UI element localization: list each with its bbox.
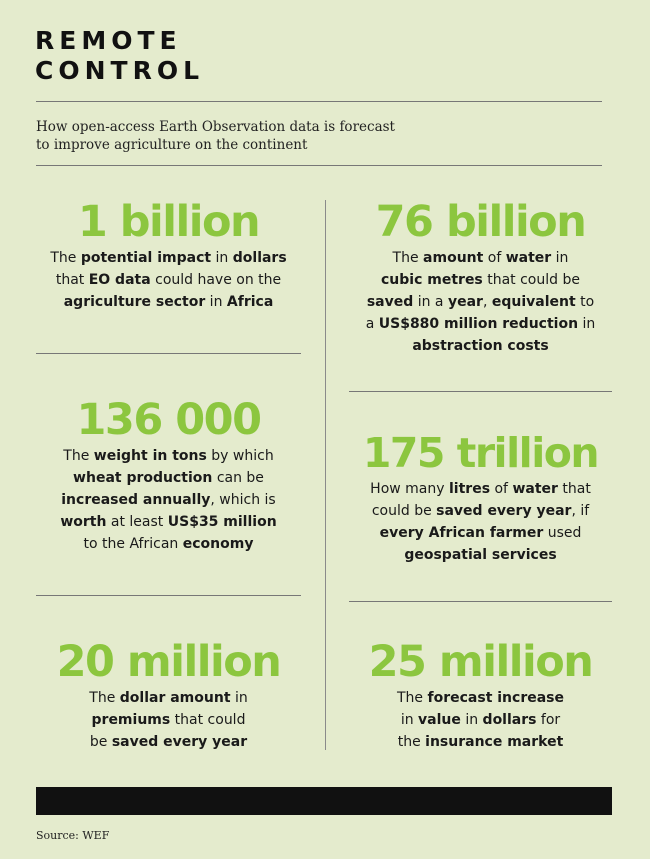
emphasis-text: dollars [232, 250, 287, 266]
body-text: could be [371, 503, 437, 519]
subtitle-line-1: How open-access Earth Observation data is forecast [36, 119, 395, 135]
body-text: How many [370, 481, 449, 497]
emphasis-text: every African farmer [379, 525, 544, 541]
stat-description-line [349, 291, 612, 313]
emphasis-text: saved [366, 294, 414, 310]
stat-value: 20 million [56, 637, 281, 687]
body-text: The [392, 250, 424, 266]
stat-block [349, 196, 612, 357]
body-text: in [211, 250, 233, 266]
stat-value: 25 million [368, 637, 593, 687]
body-text: for [536, 712, 561, 728]
stat-description-line [349, 687, 612, 709]
divider-right-2 [349, 601, 612, 602]
stat-description-line [349, 478, 612, 500]
emphasis-text: amount [423, 250, 484, 266]
source-note: Source: WEF [36, 829, 110, 842]
stat-description-line [36, 467, 301, 489]
body-text: , which is [210, 492, 276, 508]
divider-top [36, 101, 602, 102]
body-text: in a [413, 294, 448, 310]
body-text: of [490, 481, 513, 497]
body-text: could have on the [150, 272, 282, 288]
subtitle [36, 118, 556, 154]
stat-description-line [349, 731, 612, 753]
body-text: that could be [482, 272, 580, 288]
stat-description [349, 247, 612, 357]
stat-description [36, 687, 301, 753]
emphasis-text: saved every year [436, 503, 572, 519]
emphasis-text: worth [60, 514, 107, 530]
body-text: at least [106, 514, 168, 530]
emphasis-text: weight in tons [93, 448, 207, 464]
stat-block [36, 636, 301, 753]
body-text: to [575, 294, 595, 310]
stat-description [349, 687, 612, 753]
body-text: be [89, 734, 112, 750]
stat-description-line [349, 522, 612, 544]
stat-description [36, 247, 301, 313]
body-text: by which [206, 448, 274, 464]
body-text: in [205, 294, 227, 310]
emphasis-text: saved every year [111, 734, 248, 750]
divider-subtitle [36, 165, 602, 166]
body-text: , if [571, 503, 590, 519]
title-line-1: REMOTE [35, 26, 182, 55]
stat-description-line [36, 269, 301, 291]
divider-left-1 [36, 353, 301, 354]
stat-description-line [36, 687, 301, 709]
emphasis-text: agriculture sector [63, 294, 206, 310]
body-text: in [578, 316, 596, 332]
stat-description-line [36, 291, 301, 313]
body-text: in [400, 712, 419, 728]
body-text: used [543, 525, 582, 541]
emphasis-text: abstraction costs [412, 338, 549, 354]
body-text: in [230, 690, 248, 706]
stat-block [36, 196, 301, 313]
stat-description-line [349, 313, 612, 335]
body-text: can be [212, 470, 264, 486]
emphasis-text: water [512, 481, 558, 497]
body-text: that [55, 272, 89, 288]
body-text: The [397, 690, 428, 706]
stat-description-line [349, 335, 612, 357]
body-text: a [365, 316, 379, 332]
stat-value: 1 billion [77, 197, 260, 247]
emphasis-text: year [447, 294, 483, 310]
emphasis-text: litres [449, 481, 491, 497]
subtitle-line-2: to improve agriculture on the continent [36, 137, 308, 153]
emphasis-text: equivalent [491, 294, 576, 310]
stat-value: 175 trillion [362, 429, 599, 477]
body-text: of [483, 250, 506, 266]
stat-description-line [349, 269, 612, 291]
stat-description-line [349, 709, 612, 731]
emphasis-text: value [418, 712, 461, 728]
stat-description-line [349, 247, 612, 269]
body-text: that could [170, 712, 246, 728]
emphasis-text: economy [182, 536, 254, 552]
stat-description-line [36, 247, 301, 269]
body-text: , [482, 294, 492, 310]
footer-bar [36, 787, 612, 815]
emphasis-text: US$35 million [167, 514, 277, 530]
stat-value: 136 000 [76, 395, 261, 445]
stat-description-line [36, 709, 301, 731]
stat-block [349, 427, 612, 566]
body-text: to the African [83, 536, 183, 552]
stat-block [36, 394, 301, 555]
body-text: The [89, 690, 120, 706]
emphasis-text: US$880 million reduction [378, 316, 579, 332]
body-text: The [50, 250, 81, 266]
divider-right-1 [349, 391, 612, 392]
stat-description [36, 445, 301, 555]
emphasis-text: geospatial services [404, 547, 557, 563]
stat-description [349, 478, 612, 566]
emphasis-text: EO data [88, 272, 151, 288]
page-title [35, 26, 204, 86]
column-divider [325, 200, 326, 750]
stat-description-line [36, 731, 301, 753]
title-line-2: CONTROL [35, 56, 205, 85]
body-text: that [557, 481, 591, 497]
emphasis-text: forecast increase [427, 690, 564, 706]
divider-left-2 [36, 595, 301, 596]
stat-description-line [349, 544, 612, 566]
emphasis-text: wheat production [73, 470, 213, 486]
stat-description-line [349, 500, 612, 522]
emphasis-text: dollar amount [119, 690, 231, 706]
emphasis-text: dollars [482, 712, 537, 728]
body-text: in [460, 712, 483, 728]
emphasis-text: premiums [91, 712, 171, 728]
stat-description-line [36, 533, 301, 555]
stat-block [349, 636, 612, 753]
emphasis-text: potential impact [80, 250, 212, 266]
emphasis-text: Africa [226, 294, 274, 310]
stat-description-line [36, 445, 301, 467]
body-text: The [63, 448, 94, 464]
stat-description-line [36, 511, 301, 533]
stat-value: 76 billion [375, 197, 586, 247]
emphasis-text: cubic metres [381, 272, 483, 288]
emphasis-text: insurance market [425, 734, 564, 750]
body-text: in [551, 250, 569, 266]
emphasis-text: increased annually [61, 492, 211, 508]
body-text: the [397, 734, 426, 750]
stat-description-line [36, 489, 301, 511]
emphasis-text: water [505, 250, 552, 266]
